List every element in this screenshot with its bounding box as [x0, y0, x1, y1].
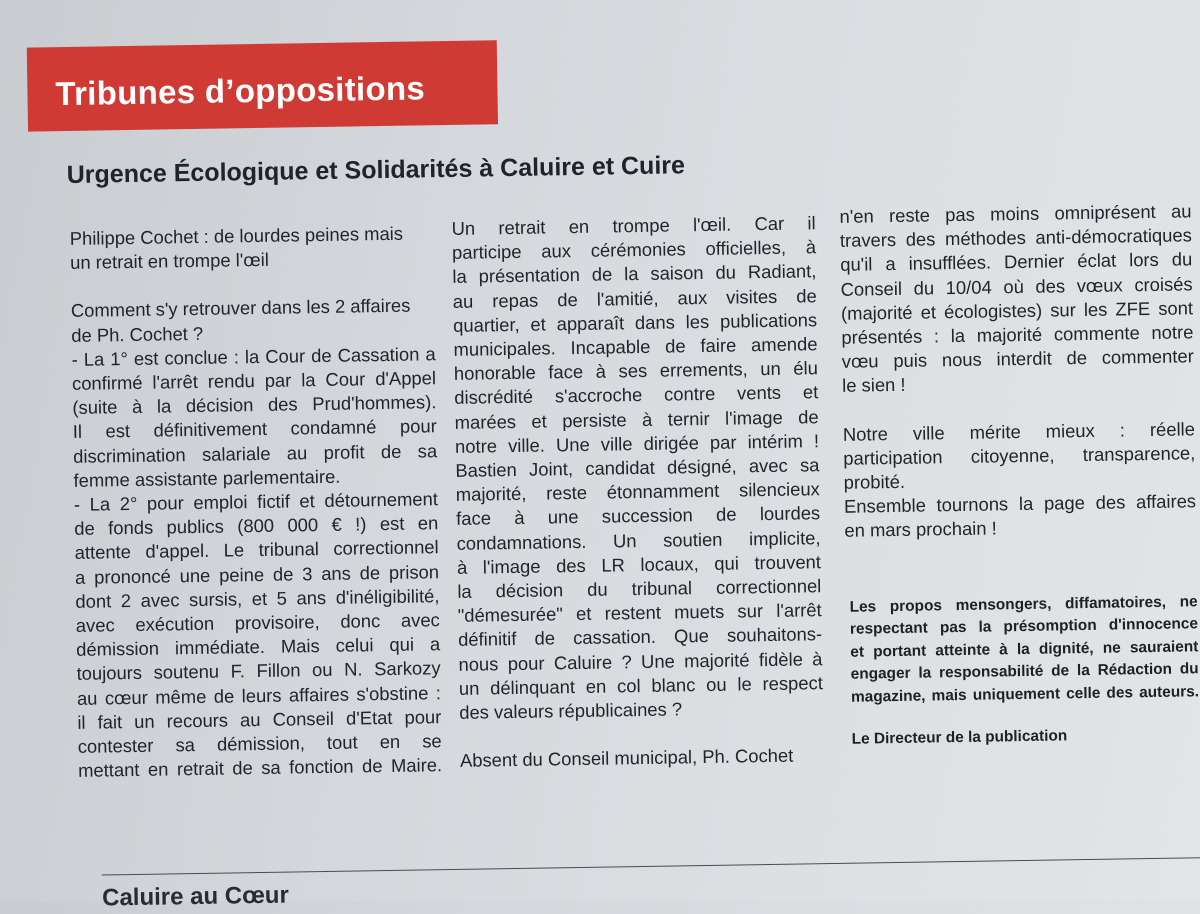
disclaimer-line: Les propos mensongers, diffamatoires, ne — [849, 593, 1198, 616]
text-line: contester sa démission, tout en se — [77, 730, 442, 757]
text-line: démission immédiate. Mais celui qui a — [76, 633, 441, 661]
text-line: nous pour Caluire ? Une majorité fidèle à — [458, 647, 823, 675]
text-line: Notre ville mérite mieux : réelle — [842, 417, 1196, 445]
text-line: discrimination salariale au profit de sa — [73, 439, 438, 467]
text-line: vœu puis nous interdit de commenter — [841, 345, 1194, 373]
text-line: majorité, reste étonnamment silencieux — [455, 478, 820, 506]
text-line: (suite à la décision des Prud'hommes). — [72, 391, 437, 419]
text-line: marées et persiste à ternir l'image de — [454, 405, 819, 433]
article-column-1 — [70, 221, 443, 783]
text-line: honorable face à ses errements, un élu — [453, 357, 819, 385]
text-line: il fait un recours au Conseil d'Etat pour — [77, 706, 442, 733]
text-line: définitif de cassation. Que souhaitons- — [457, 623, 823, 651]
text-line: mettant en retrait de sa fonction de Maire. — [77, 754, 443, 782]
text-line: Ensemble tournons la page des affaires — [843, 490, 1197, 518]
article-column-2 — [451, 211, 824, 773]
text-line: n'en reste pas moins omniprésent au — [839, 200, 1192, 227]
text-line: - La 2° pour emploi fictif et détournement — [73, 488, 439, 515]
text-line: à l'image des LR locaux, qui trouvent — [456, 551, 822, 578]
text-line: probité. — [843, 470, 906, 493]
text-line: dont 2 avec sursis, et 5 ans d'inéligibilité, — [75, 585, 440, 612]
article-column-3 — [839, 199, 1196, 543]
text-line: le sien ! — [841, 374, 906, 397]
article-subtitle-line: un retrait en trompe l'œil — [69, 249, 270, 274]
intro-line: de Ph. Cochet ? — [71, 322, 204, 346]
text-line: travers des méthodes anti-démocratiques — [839, 224, 1193, 252]
text-line: "démesurée" et restent muets sur l'arrêt — [457, 599, 822, 627]
text-line: au repas de l'amitié, aux visites de — [452, 284, 817, 312]
text-line: présentés : la majorité commente notre — [841, 321, 1194, 348]
text-line: notre ville. Une ville dirigée par intérim ! — [454, 430, 820, 457]
disclaimer-line: magazine, mais uniquement celle des auteurs. — [850, 682, 1200, 706]
text-line: avec exécution provisoire, donc avec — [75, 609, 440, 636]
text-line: en mars prochain ! — [844, 517, 997, 542]
publication-director-signature: Le Directeur de la publication — [851, 727, 1068, 748]
disclaimer-line: engager la responsabilité de la Rédaction du — [850, 660, 1199, 683]
section-divider — [102, 857, 1200, 875]
text-line: (majorité et écologistes) sur les ZFE sont — [840, 297, 1194, 324]
text-line: participe aux cérémonies officielles, à — [451, 236, 817, 264]
text-line: Bastien Joint, candidat désigné, avec sa — [455, 454, 820, 481]
text-line: la présentation de la saison du Radiant, — [452, 260, 817, 288]
article-subtitle-line: Philippe Cochet : de lourdes peines mais — [69, 222, 404, 249]
text-line: a prononcé une peine de 3 ans de prison — [74, 560, 440, 588]
text-line: un délinquant en col blanc ou le respect — [458, 672, 823, 699]
text-line: face à une succession de lourdes — [456, 502, 821, 530]
text-line: confirmé l'arrêt rendu par la Cour d'Appel — [71, 367, 437, 394]
text-line: la décision du tribunal correctionnel — [457, 575, 822, 602]
article-headline: Urgence Écologique et Solidarités à Caluire et Cuire — [66, 151, 686, 189]
text-line: - La 1° est conclue : la Cour de Cassation a — [71, 343, 436, 370]
section-banner-title: Tribunes d’oppositions — [55, 69, 426, 113]
text-line: toujours soutenu F. Fillon ou N. Sarkozy — [76, 657, 441, 685]
disclaimer-line: et portant atteinte à la dignité, ne sauraient — [850, 638, 1199, 661]
text-line: discrédité s'accroche contre vents et — [454, 381, 819, 409]
text-line: qu'il a insufflées. Dernier éclat lors du — [840, 248, 1193, 276]
editorial-disclaimer — [849, 591, 1199, 708]
text-line: des valeurs républicaines ? — [459, 698, 683, 723]
text-line: Un retrait en trompe l'œil. Car il — [451, 212, 816, 239]
text-line: de fonds publics (800 000 € !) est en — [74, 512, 439, 540]
text-line: Absent du Conseil municipal, Ph. Cochet — [459, 744, 794, 772]
text-line: participation citoyenne, transparence, — [843, 442, 1196, 469]
text-line: au cœur même de leurs affaires s'obstine : — [76, 681, 442, 709]
text-line: municipales. Incapable de faire amende — [453, 333, 818, 360]
disclaimer-line: respectant pas la présomption d'innocence — [849, 615, 1199, 639]
text-line: Conseil du 10/04 où des vœux croisés — [840, 272, 1193, 300]
intro-line: Comment s'y retrouver dans les 2 affaires — [70, 295, 411, 322]
text-line: attente d'appel. Le tribunal correctionnel — [74, 536, 439, 564]
next-section-heading: Caluire au Cœur — [101, 881, 290, 912]
text-line: condamnations. Un soutien implicite, — [456, 526, 821, 554]
text-line: femme assistante parlementaire. — [73, 465, 341, 491]
text-line: Il est définitivement condamné pour — [72, 415, 437, 443]
text-line: quartier, et apparaît dans les publications — [452, 309, 818, 336]
